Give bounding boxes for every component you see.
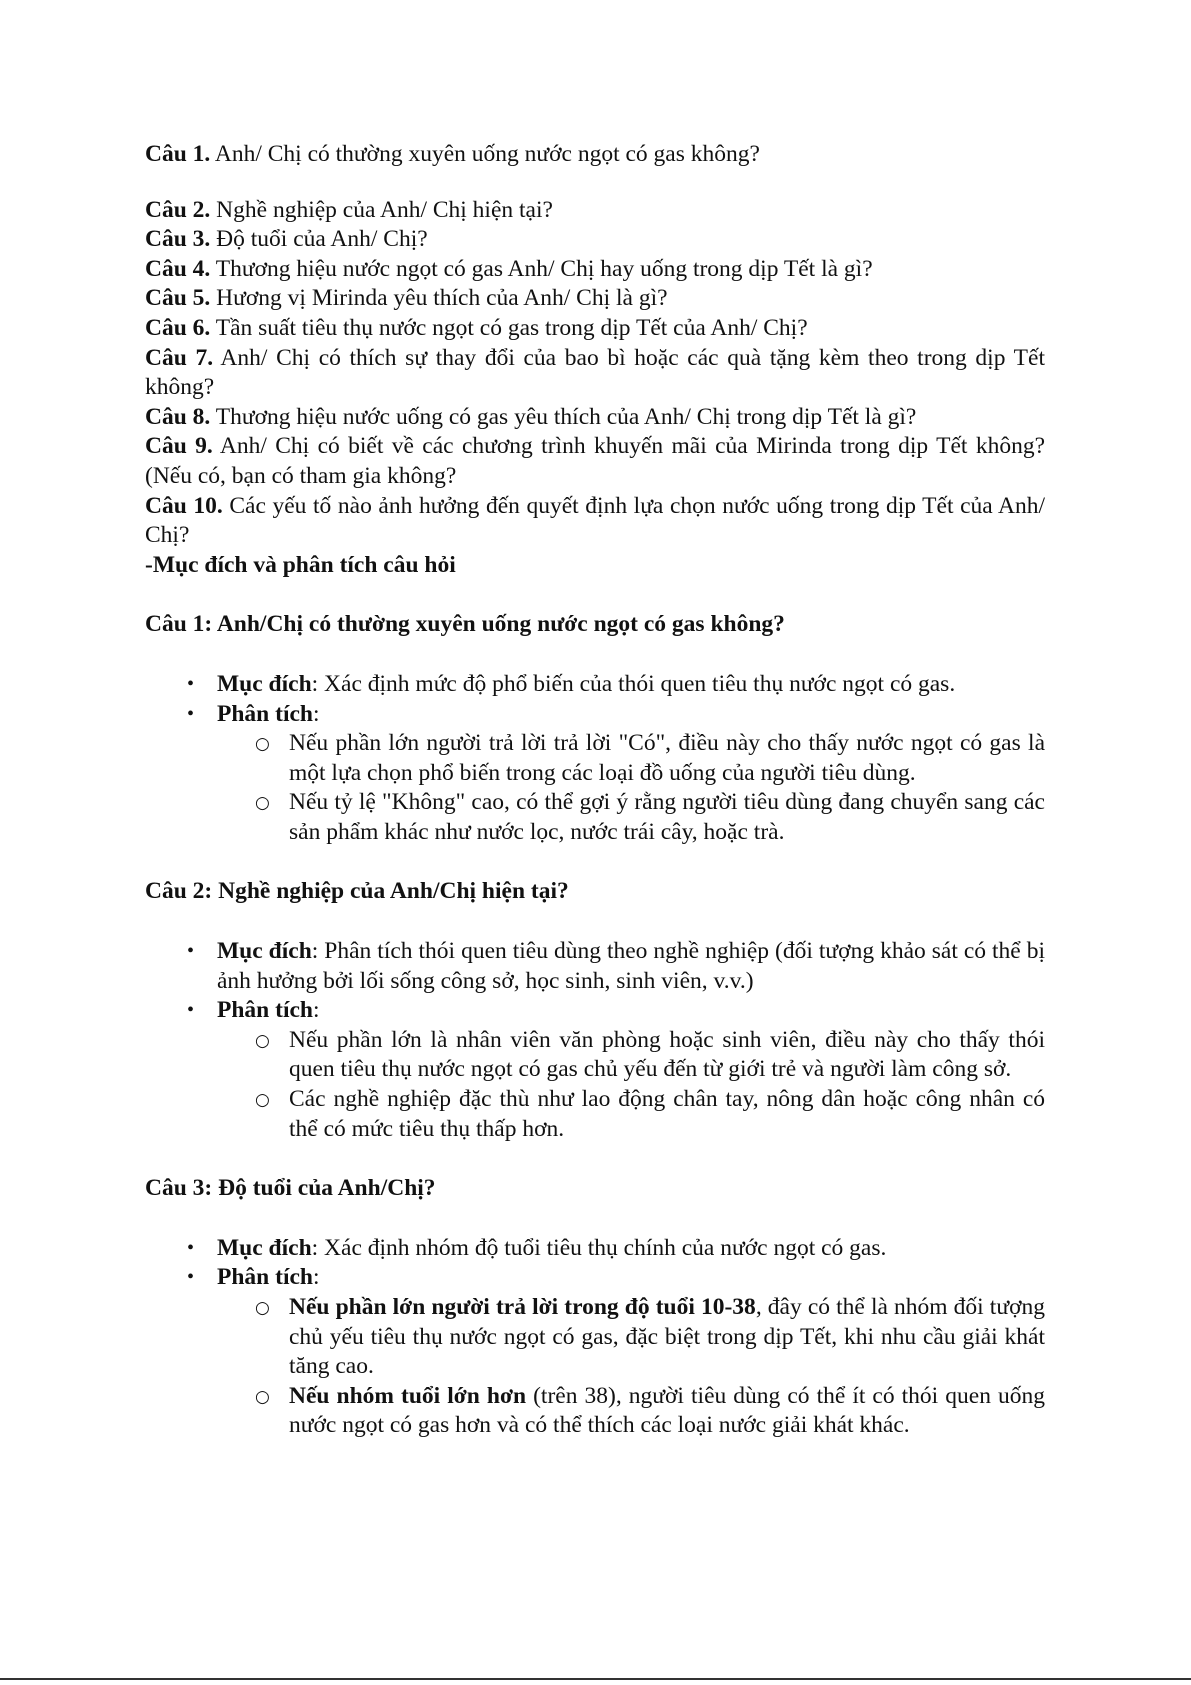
page-bottom-divider: [0, 1678, 1191, 1680]
analysis-item-text: Các nghề nghiệp đặc thù như lao động chân tay, nông dân hoặc công nhân có thể có mức tiêu thụ thấp hơn.: [289, 1086, 1045, 1142]
analysis-bullet: [187, 1263, 1045, 1441]
purpose-heading: -Mục đích và phân tích câu hỏi: [145, 551, 456, 578]
question-text: Nghề nghiệp của Anh/ Chị hiện tại?: [210, 196, 553, 223]
analysis-item-text: (trên 38), người tiêu dùng có thể ít có thói quen uống nước ngọt có gas hơn và có thể thích các loại nước giải khát khác.: [289, 1382, 1045, 1439]
analysis-item: [255, 1293, 1045, 1382]
question-9: [145, 432, 1045, 491]
section-title: Câu 1: Anh/Chị có thường xuyên uống nước ngọt có gas không?: [145, 611, 785, 638]
analysis-item: [255, 729, 1045, 788]
question-label: Câu 1.: [145, 141, 211, 167]
question-text: Thương hiệu nước ngọt có gas Anh/ Chị hay uống trong dịp Tết là gì?: [210, 255, 873, 282]
analysis-sublist: [217, 1293, 1045, 1441]
bullet-icon: •: [187, 1236, 195, 1259]
question-label: Câu 3.: [145, 226, 211, 253]
purpose-bullet: [187, 937, 1045, 996]
analysis-bullet: [187, 700, 1045, 848]
purpose-text: : Xác định nhóm độ tuổi tiêu thụ chính của nước ngọt có gas.: [311, 1234, 887, 1261]
section-question-3: [145, 1174, 1045, 1441]
bullet-icon: •: [187, 940, 195, 963]
purpose-text: : Xác định mức độ phổ biến của thói quen tiêu thụ nước ngọt có gas.: [311, 670, 956, 697]
analysis-item-text: , đây có thể là nhóm đối tượng chủ yếu tiêu thụ nước ngọt có gas, đặc biệt trong dịp Tết, khi nhu cầu giải khát tăng cao.: [289, 1294, 1045, 1380]
question-label: Câu 9.: [145, 433, 213, 460]
analysis-bullet: [187, 996, 1045, 1144]
section-question-2: [145, 877, 1045, 1144]
question-4: [145, 255, 1045, 285]
bullet-icon: •: [187, 672, 195, 695]
question-1: [145, 140, 1045, 170]
analysis-label: Phân tích: [217, 700, 313, 727]
document-page: [145, 140, 1045, 1441]
question-10: [145, 492, 1045, 551]
circle-bullet-icon: ○: [255, 793, 270, 814]
analysis-label: Phân tích: [217, 997, 313, 1024]
question-3: [145, 225, 1045, 255]
circle-bullet-icon: ○: [255, 1030, 270, 1051]
question-list: [145, 140, 1045, 551]
circle-bullet-icon: ○: [255, 734, 270, 755]
analysis-item: [255, 1382, 1045, 1441]
circle-bullet-icon: ○: [255, 1298, 270, 1318]
analysis-item-text: Nếu phần lớn người trả lời trả lời "Có", điều này cho thấy nước ngọt có gas là một lựa chọn phổ biến trong các loại đồ uống của người tiêu dùng.: [289, 730, 1045, 786]
question-8: [145, 403, 1045, 433]
circle-bullet-icon: ○: [255, 1386, 270, 1407]
question-label: Câu 4.: [145, 255, 211, 282]
bullet-icon: •: [187, 1266, 195, 1289]
analysis-colon: :: [312, 700, 320, 727]
purpose-text: : Phân tích thói quen tiêu dùng theo nghề nghiệp (đối tượng khảo sát có thể bị ảnh hưởng bởi lối sống công sở, học sinh, sinh viên, v.v.): [217, 938, 1045, 994]
question-text: Thương hiệu nước uống có gas yêu thích của Anh/ Chị trong dịp Tết là gì?: [210, 403, 917, 430]
bullet-icon: •: [187, 702, 195, 725]
analysis-colon: :: [312, 1264, 320, 1291]
question-text: Hương vị Mirinda yêu thích của Anh/ Chị là gì?: [210, 285, 668, 312]
purpose-label: Mục đích: [217, 1234, 312, 1261]
question-5: [145, 284, 1045, 314]
analysis-item-emphasis: Nếu phần lớn người trả lời trong độ tuổi 10-38: [289, 1294, 756, 1320]
bullet-list: [145, 937, 1045, 1144]
analysis-item: [255, 788, 1045, 847]
question-text: Độ tuổi của Anh/ Chị?: [210, 226, 428, 253]
circle-bullet-icon: ○: [255, 1090, 270, 1111]
question-label: Câu 7.: [145, 344, 214, 371]
question-6: [145, 314, 1045, 344]
bullet-list: [145, 670, 1045, 848]
question-7: [145, 344, 1045, 403]
analysis-sublist: [217, 729, 1045, 847]
question-text: Anh/ Chị có thích sự thay đổi của bao bì hoặc các quà tặng kèm theo trong dịp Tết không?: [145, 344, 1045, 401]
section-title: Câu 2: Nghề nghiệp của Anh/Chị hiện tại?: [145, 878, 569, 905]
question-text: Tần suất tiêu thụ nước ngọt có gas trong dịp Tết của Anh/ Chị?: [210, 314, 808, 341]
analysis-item: [255, 1085, 1045, 1144]
analysis-colon: :: [312, 997, 320, 1024]
purpose-label: Mục đích: [217, 670, 312, 697]
analysis-item-emphasis: Nếu nhóm tuổi lớn hơn: [289, 1382, 527, 1409]
purpose-bullet: [187, 670, 1045, 700]
question-text: Anh/ Chị có thường xuyên uống nước ngọt có gas không?: [210, 141, 760, 167]
analysis-item: [255, 1026, 1045, 1085]
question-label: Câu 5.: [145, 285, 211, 312]
question-text: Các yếu tố nào ảnh hưởng đến quyết định lựa chọn nước uống trong dịp Tết của Anh/ Chị?: [145, 492, 1045, 549]
question-label: Câu 10.: [145, 492, 223, 519]
question-text: Anh/ Chị có biết về các chương trình khuyến mãi của Mirinda trong dịp Tết không? (Nếu có, bạn có tham gia không?: [145, 433, 1046, 489]
question-2: [145, 196, 1045, 226]
analysis-sublist: [217, 1026, 1045, 1144]
question-label: Câu 8.: [145, 403, 211, 430]
bullet-list: [145, 1234, 1045, 1441]
bullet-icon: •: [187, 999, 195, 1022]
purpose-bullet: [187, 1234, 1045, 1264]
purpose-label: Mục đích: [217, 938, 312, 965]
question-label: Câu 2.: [145, 196, 211, 223]
section-question-1: [145, 610, 1045, 847]
analysis-item-text: Nếu tỷ lệ "Không" cao, có thể gợi ý rằng người tiêu dùng đang chuyển sang các sản phẩm khác như nước lọc, nước trái cây, hoặc trà.: [289, 789, 1045, 845]
question-label: Câu 6.: [145, 314, 211, 341]
analysis-item-text: Nếu phần lớn là nhân viên văn phòng hoặc sinh viên, điều này cho thấy thói quen tiêu thụ nước ngọt có gas chủ yếu đến từ giới trẻ và người làm công sở.: [289, 1026, 1045, 1083]
section-title: Câu 3: Độ tuổi của Anh/Chị?: [145, 1175, 436, 1202]
analysis-label: Phân tích: [217, 1264, 313, 1291]
